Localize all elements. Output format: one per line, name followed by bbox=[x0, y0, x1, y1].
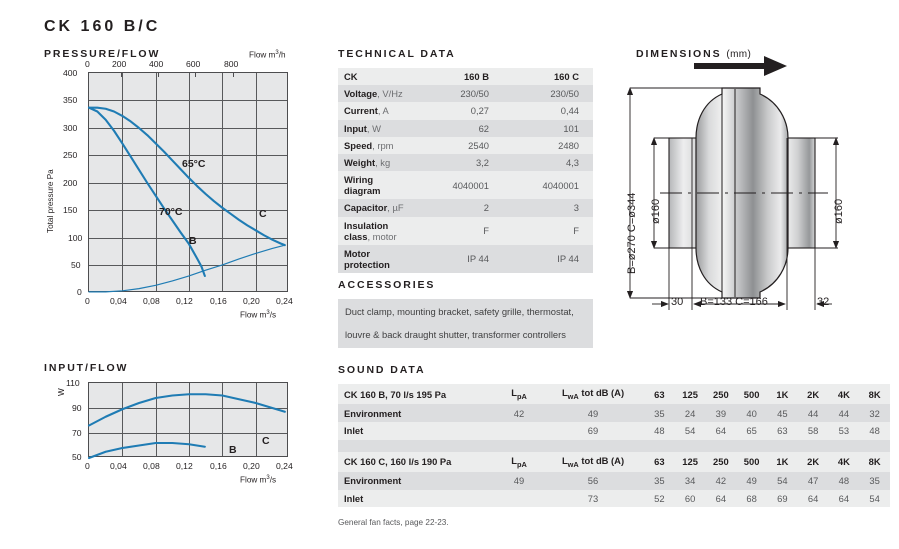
sound-band-value: 32 bbox=[869, 407, 880, 419]
sound-band-value: 60 bbox=[684, 493, 696, 505]
accessories-section bbox=[338, 279, 593, 348]
sound-band-header: 1K bbox=[776, 388, 789, 400]
tech-value-c: 230/50 bbox=[550, 88, 579, 100]
tech-value-b: 2540 bbox=[468, 139, 489, 151]
sound-band-header: 125 bbox=[682, 456, 698, 468]
tech-row-label: Weight, kg bbox=[344, 157, 391, 169]
tech-row-unit: , W bbox=[366, 122, 381, 134]
sound-row-label: Environment bbox=[344, 475, 402, 487]
annotation-input-c: C bbox=[262, 435, 270, 447]
annotation-curve-c: C bbox=[259, 208, 267, 220]
sound-band-header: 4K bbox=[837, 456, 850, 468]
pressure-flow-top-axis-title: Flow $m^3/h$ bbox=[249, 50, 286, 60]
annotation-70c: 70°C bbox=[159, 206, 183, 218]
table-row bbox=[338, 490, 890, 508]
sound-band-value: 47 bbox=[807, 475, 819, 487]
xtick-label: 0 bbox=[85, 296, 90, 306]
input-flow-curves bbox=[89, 383, 289, 458]
pressure-flow-x-axis-title: Flow $m^3/s$ bbox=[240, 310, 277, 320]
accessories-heading: ACCESSORIES bbox=[338, 279, 436, 291]
sound-table-gap bbox=[338, 440, 890, 452]
table-row bbox=[338, 68, 593, 85]
ytick-label: 70 bbox=[72, 428, 82, 438]
dimension-label-length: B=133 C=166 bbox=[700, 296, 768, 308]
tick-top bbox=[158, 72, 159, 77]
ytick-label: 200 bbox=[63, 178, 78, 188]
tech-value-b: 0,27 bbox=[470, 105, 489, 117]
tech-value-b: 160 B bbox=[463, 71, 489, 83]
tick-top bbox=[121, 72, 122, 77]
tech-row-unit: , A bbox=[377, 105, 389, 117]
tech-value-c: 4040001 bbox=[542, 179, 579, 191]
ytick-label: 300 bbox=[63, 123, 78, 133]
table-row bbox=[338, 137, 593, 154]
sound-col-lpa: $L_{pA}$ bbox=[511, 454, 527, 469]
curve-B bbox=[89, 108, 205, 276]
input-flow-y-axis-title: W bbox=[57, 388, 66, 396]
curve-B bbox=[89, 443, 205, 458]
sound-band-value: 49 bbox=[746, 475, 757, 487]
dimension-label-32: 32 bbox=[817, 296, 830, 308]
sound-band-value: 39 bbox=[715, 407, 727, 419]
sound-band-value: 48 bbox=[838, 475, 850, 487]
sound-band-header: 500 bbox=[743, 388, 760, 400]
tech-row-label: Insulation class, motor bbox=[344, 219, 397, 242]
sound-band-value: 44 bbox=[807, 407, 819, 419]
sound-band-header: 1K bbox=[776, 456, 789, 468]
tech-value-b: F bbox=[483, 225, 489, 237]
sound-band-header: 8K bbox=[868, 388, 881, 400]
dimension-label-right: ø160 bbox=[833, 198, 845, 224]
sound-band-value: 53 bbox=[838, 425, 850, 437]
page-title: CK 160 B/C bbox=[44, 18, 161, 35]
sound-lwa-value: 69 bbox=[587, 425, 599, 437]
table-row bbox=[338, 85, 593, 102]
fan-body bbox=[660, 88, 828, 298]
ytick-label: 350 bbox=[63, 95, 78, 105]
dimension-label-outer-diameter: B=ø270 C=ø344 bbox=[626, 192, 638, 274]
flow-direction-arrow bbox=[694, 56, 787, 76]
ytick-label: 250 bbox=[63, 150, 78, 160]
sound-header-row bbox=[338, 384, 890, 404]
sound-band-value: 40 bbox=[746, 407, 757, 419]
dimensions-heading-text: DIMENSIONS bbox=[636, 48, 722, 60]
sound-lpa-value bbox=[496, 490, 542, 508]
sound-band-header: 2K bbox=[807, 388, 820, 400]
tech-value-b: 62 bbox=[478, 122, 489, 134]
sound-band-value: 35 bbox=[869, 475, 880, 487]
tech-value-c: 3 bbox=[573, 202, 579, 214]
sound-row-label: Inlet bbox=[344, 493, 364, 505]
xtick-top-label: 400 bbox=[149, 59, 164, 69]
sound-lpa-value bbox=[496, 422, 542, 440]
sound-table-title: CK 160 B, 70 l/s 195 Pa bbox=[344, 388, 447, 400]
xtick-label: 0 bbox=[85, 461, 90, 471]
sound-band-value: 45 bbox=[777, 407, 788, 419]
accessories-line-1: Duct clamp, mounting bracket, safety grille, thermostat, bbox=[345, 306, 574, 317]
dimensions-unit: (mm) bbox=[726, 49, 752, 60]
sound-data-table-c bbox=[338, 452, 890, 508]
sound-band-value: 42 bbox=[715, 475, 727, 487]
sound-band-value: 44 bbox=[838, 407, 850, 419]
sound-band-value: 24 bbox=[684, 407, 696, 419]
ytick-label: 50 bbox=[72, 452, 82, 462]
tech-row-label: Current, A bbox=[344, 105, 389, 117]
ytick-label: 50 bbox=[71, 260, 81, 270]
sound-data-heading: SOUND DATA bbox=[338, 364, 426, 376]
tech-row-label: Input, W bbox=[344, 122, 381, 134]
sound-lwa-value: 49 bbox=[587, 407, 599, 419]
sound-data-footnote: General fan facts, page 22-23. bbox=[338, 518, 449, 527]
sound-band-header: 250 bbox=[713, 456, 729, 468]
sound-col-lpa: $L_{pA}$ bbox=[511, 387, 527, 402]
xtick-label: 0,20 bbox=[243, 296, 260, 306]
sound-band-header: 8K bbox=[868, 456, 881, 468]
sound-row-label: Environment bbox=[344, 407, 402, 419]
xtick-top-label: 0 bbox=[85, 59, 90, 69]
table-row bbox=[338, 472, 890, 490]
sound-lpa-value: 42 bbox=[513, 407, 525, 419]
accessories-box bbox=[338, 299, 593, 325]
ytick-label: 110 bbox=[66, 378, 80, 388]
tech-row-label: Wiring diagram bbox=[344, 174, 381, 197]
table-row bbox=[338, 154, 593, 171]
tech-row-label: CK bbox=[344, 71, 358, 83]
table-row bbox=[338, 245, 593, 273]
sound-band-value: 69 bbox=[777, 493, 788, 505]
table-row bbox=[338, 120, 593, 137]
xtick-top-label: 200 bbox=[112, 59, 127, 69]
pressure-flow-heading: PRESSURE/FLOW bbox=[44, 48, 161, 60]
curve-system-curve bbox=[89, 245, 285, 292]
tech-row-unit: , kg bbox=[375, 157, 391, 169]
sound-band-value: 64 bbox=[807, 493, 819, 505]
tech-row-label: Voltage, V/Hz bbox=[344, 88, 403, 100]
xtick-label: 0,12 bbox=[176, 296, 193, 306]
tech-value-b: 2 bbox=[483, 202, 489, 214]
table-row bbox=[338, 199, 593, 216]
sound-data-table-b bbox=[338, 384, 890, 440]
tech-value-c: IP 44 bbox=[557, 253, 579, 265]
ytick-label: 90 bbox=[72, 403, 82, 413]
sound-band-value: 35 bbox=[654, 475, 665, 487]
technical-data-table bbox=[338, 68, 593, 273]
sound-lwa-value: 56 bbox=[587, 475, 599, 487]
sound-band-value: 48 bbox=[869, 425, 880, 437]
sound-header-row bbox=[338, 452, 890, 472]
xtick-label: 0,12 bbox=[176, 461, 193, 471]
pressure-flow-chart bbox=[44, 48, 334, 348]
sound-row-label: Inlet bbox=[344, 425, 364, 437]
annotation-input-b: B bbox=[229, 444, 237, 456]
technical-data-section bbox=[338, 48, 593, 273]
sound-band-value: 48 bbox=[654, 425, 665, 437]
xtick-label: 0,20 bbox=[243, 461, 260, 471]
sound-band-value: 54 bbox=[684, 425, 696, 437]
sound-col-lwa: $L_{wA}$ tot dB (A) bbox=[561, 387, 625, 402]
technical-data-heading: TECHNICAL DATA bbox=[338, 48, 456, 60]
sound-band-header: 63 bbox=[654, 456, 665, 468]
input-flow-chart bbox=[44, 362, 334, 512]
input-flow-plot-area bbox=[88, 382, 288, 457]
xtick-label: 0,04 bbox=[110, 461, 127, 471]
xtick-label: 0,16 bbox=[210, 296, 227, 306]
tech-value-c: 4,3 bbox=[565, 157, 579, 169]
tech-value-c: 0,44 bbox=[560, 105, 579, 117]
table-row bbox=[338, 171, 593, 199]
table-row bbox=[338, 422, 890, 440]
table-row bbox=[338, 102, 593, 119]
tick-top bbox=[195, 72, 196, 77]
ytick-label: 400 bbox=[63, 68, 78, 78]
tech-value-c: F bbox=[573, 225, 579, 237]
xtick-label: 0,24 bbox=[276, 296, 293, 306]
sound-band-value: 58 bbox=[807, 425, 819, 437]
tech-value-b: 3,2 bbox=[475, 157, 489, 169]
tick-top bbox=[233, 72, 234, 77]
table-row bbox=[338, 217, 593, 245]
sound-band-header: 4K bbox=[837, 388, 850, 400]
sound-band-value: 68 bbox=[746, 493, 757, 505]
sound-band-value: 65 bbox=[746, 425, 757, 437]
ytick-label: 100 bbox=[68, 233, 83, 243]
curve-C bbox=[89, 394, 285, 425]
xtick-top-label: 800 bbox=[224, 59, 239, 69]
curve-C bbox=[89, 108, 285, 246]
xtick-top-label: 600 bbox=[186, 59, 201, 69]
sound-data-section bbox=[338, 364, 890, 507]
pressure-flow-curves bbox=[89, 73, 289, 293]
dimensions-section bbox=[612, 42, 899, 322]
xtick-label: 0,16 bbox=[210, 461, 227, 471]
dimensions-drawing bbox=[612, 42, 899, 322]
ytick-label: 0 bbox=[77, 287, 82, 297]
annotation-65c: 65°C bbox=[182, 158, 206, 170]
tech-value-b: 230/50 bbox=[460, 88, 489, 100]
sound-band-header: 250 bbox=[713, 388, 729, 400]
dimension-label-30: 30 bbox=[671, 296, 684, 308]
table-row bbox=[338, 404, 890, 422]
xtick-label: 0,08 bbox=[143, 296, 160, 306]
sound-lpa-value: 49 bbox=[513, 475, 525, 487]
tech-row-label: Capacitor, µF bbox=[344, 202, 404, 214]
tech-row-label: Motor protection bbox=[344, 247, 390, 270]
ytick-label: 150 bbox=[63, 205, 78, 215]
tech-row-unit: , rpm bbox=[372, 139, 394, 151]
pressure-flow-y-axis-title: Total pressure Pa bbox=[46, 169, 55, 233]
sound-band-value: 64 bbox=[715, 425, 727, 437]
sound-band-value: 64 bbox=[715, 493, 727, 505]
sound-band-header: 63 bbox=[654, 388, 665, 400]
sound-band-value: 34 bbox=[684, 475, 696, 487]
pressure-flow-plot-area bbox=[88, 72, 288, 292]
sound-col-lwa: $L_{wA}$ tot dB (A) bbox=[561, 454, 625, 469]
sound-table-title: CK 160 C, 160 l/s 190 Pa bbox=[344, 456, 452, 468]
tech-row-label: Speed, rpm bbox=[344, 139, 394, 151]
sound-band-header: 125 bbox=[682, 388, 698, 400]
xtick-label: 0,24 bbox=[276, 461, 293, 471]
dimension-label-inner-left: ø160 bbox=[650, 198, 662, 224]
tech-value-c: 160 C bbox=[553, 71, 579, 83]
tech-row-unit: , V/Hz bbox=[377, 88, 403, 100]
annotation-curve-b: B bbox=[189, 235, 197, 247]
tech-value-c: 2480 bbox=[558, 139, 579, 151]
sound-band-value: 63 bbox=[777, 425, 788, 437]
xtick-label: 0,08 bbox=[143, 461, 160, 471]
tech-value-b: 4040001 bbox=[452, 179, 489, 191]
sound-band-value: 54 bbox=[869, 493, 880, 505]
accessories-box-2 bbox=[338, 325, 593, 348]
sound-lwa-value: 73 bbox=[587, 493, 599, 505]
input-flow-x-axis-title: Flow $m^3/s$ bbox=[240, 475, 277, 485]
tech-row-unit: , µF bbox=[387, 202, 404, 214]
input-flow-heading: INPUT/FLOW bbox=[44, 362, 129, 374]
sound-band-header: 2K bbox=[807, 456, 820, 468]
sound-band-value: 64 bbox=[838, 493, 850, 505]
sound-band-value: 52 bbox=[654, 493, 665, 505]
tech-value-b: IP 44 bbox=[467, 253, 489, 265]
sound-band-header: 500 bbox=[743, 456, 760, 468]
tech-row-unit: , motor bbox=[367, 230, 397, 242]
accessories-line-2: louvre & back draught shutter, transformer controllers bbox=[345, 329, 566, 341]
xtick-label: 0,04 bbox=[110, 296, 127, 306]
tech-value-c: 101 bbox=[563, 122, 579, 134]
sound-band-value: 54 bbox=[777, 475, 788, 487]
sound-band-value: 35 bbox=[654, 407, 665, 419]
